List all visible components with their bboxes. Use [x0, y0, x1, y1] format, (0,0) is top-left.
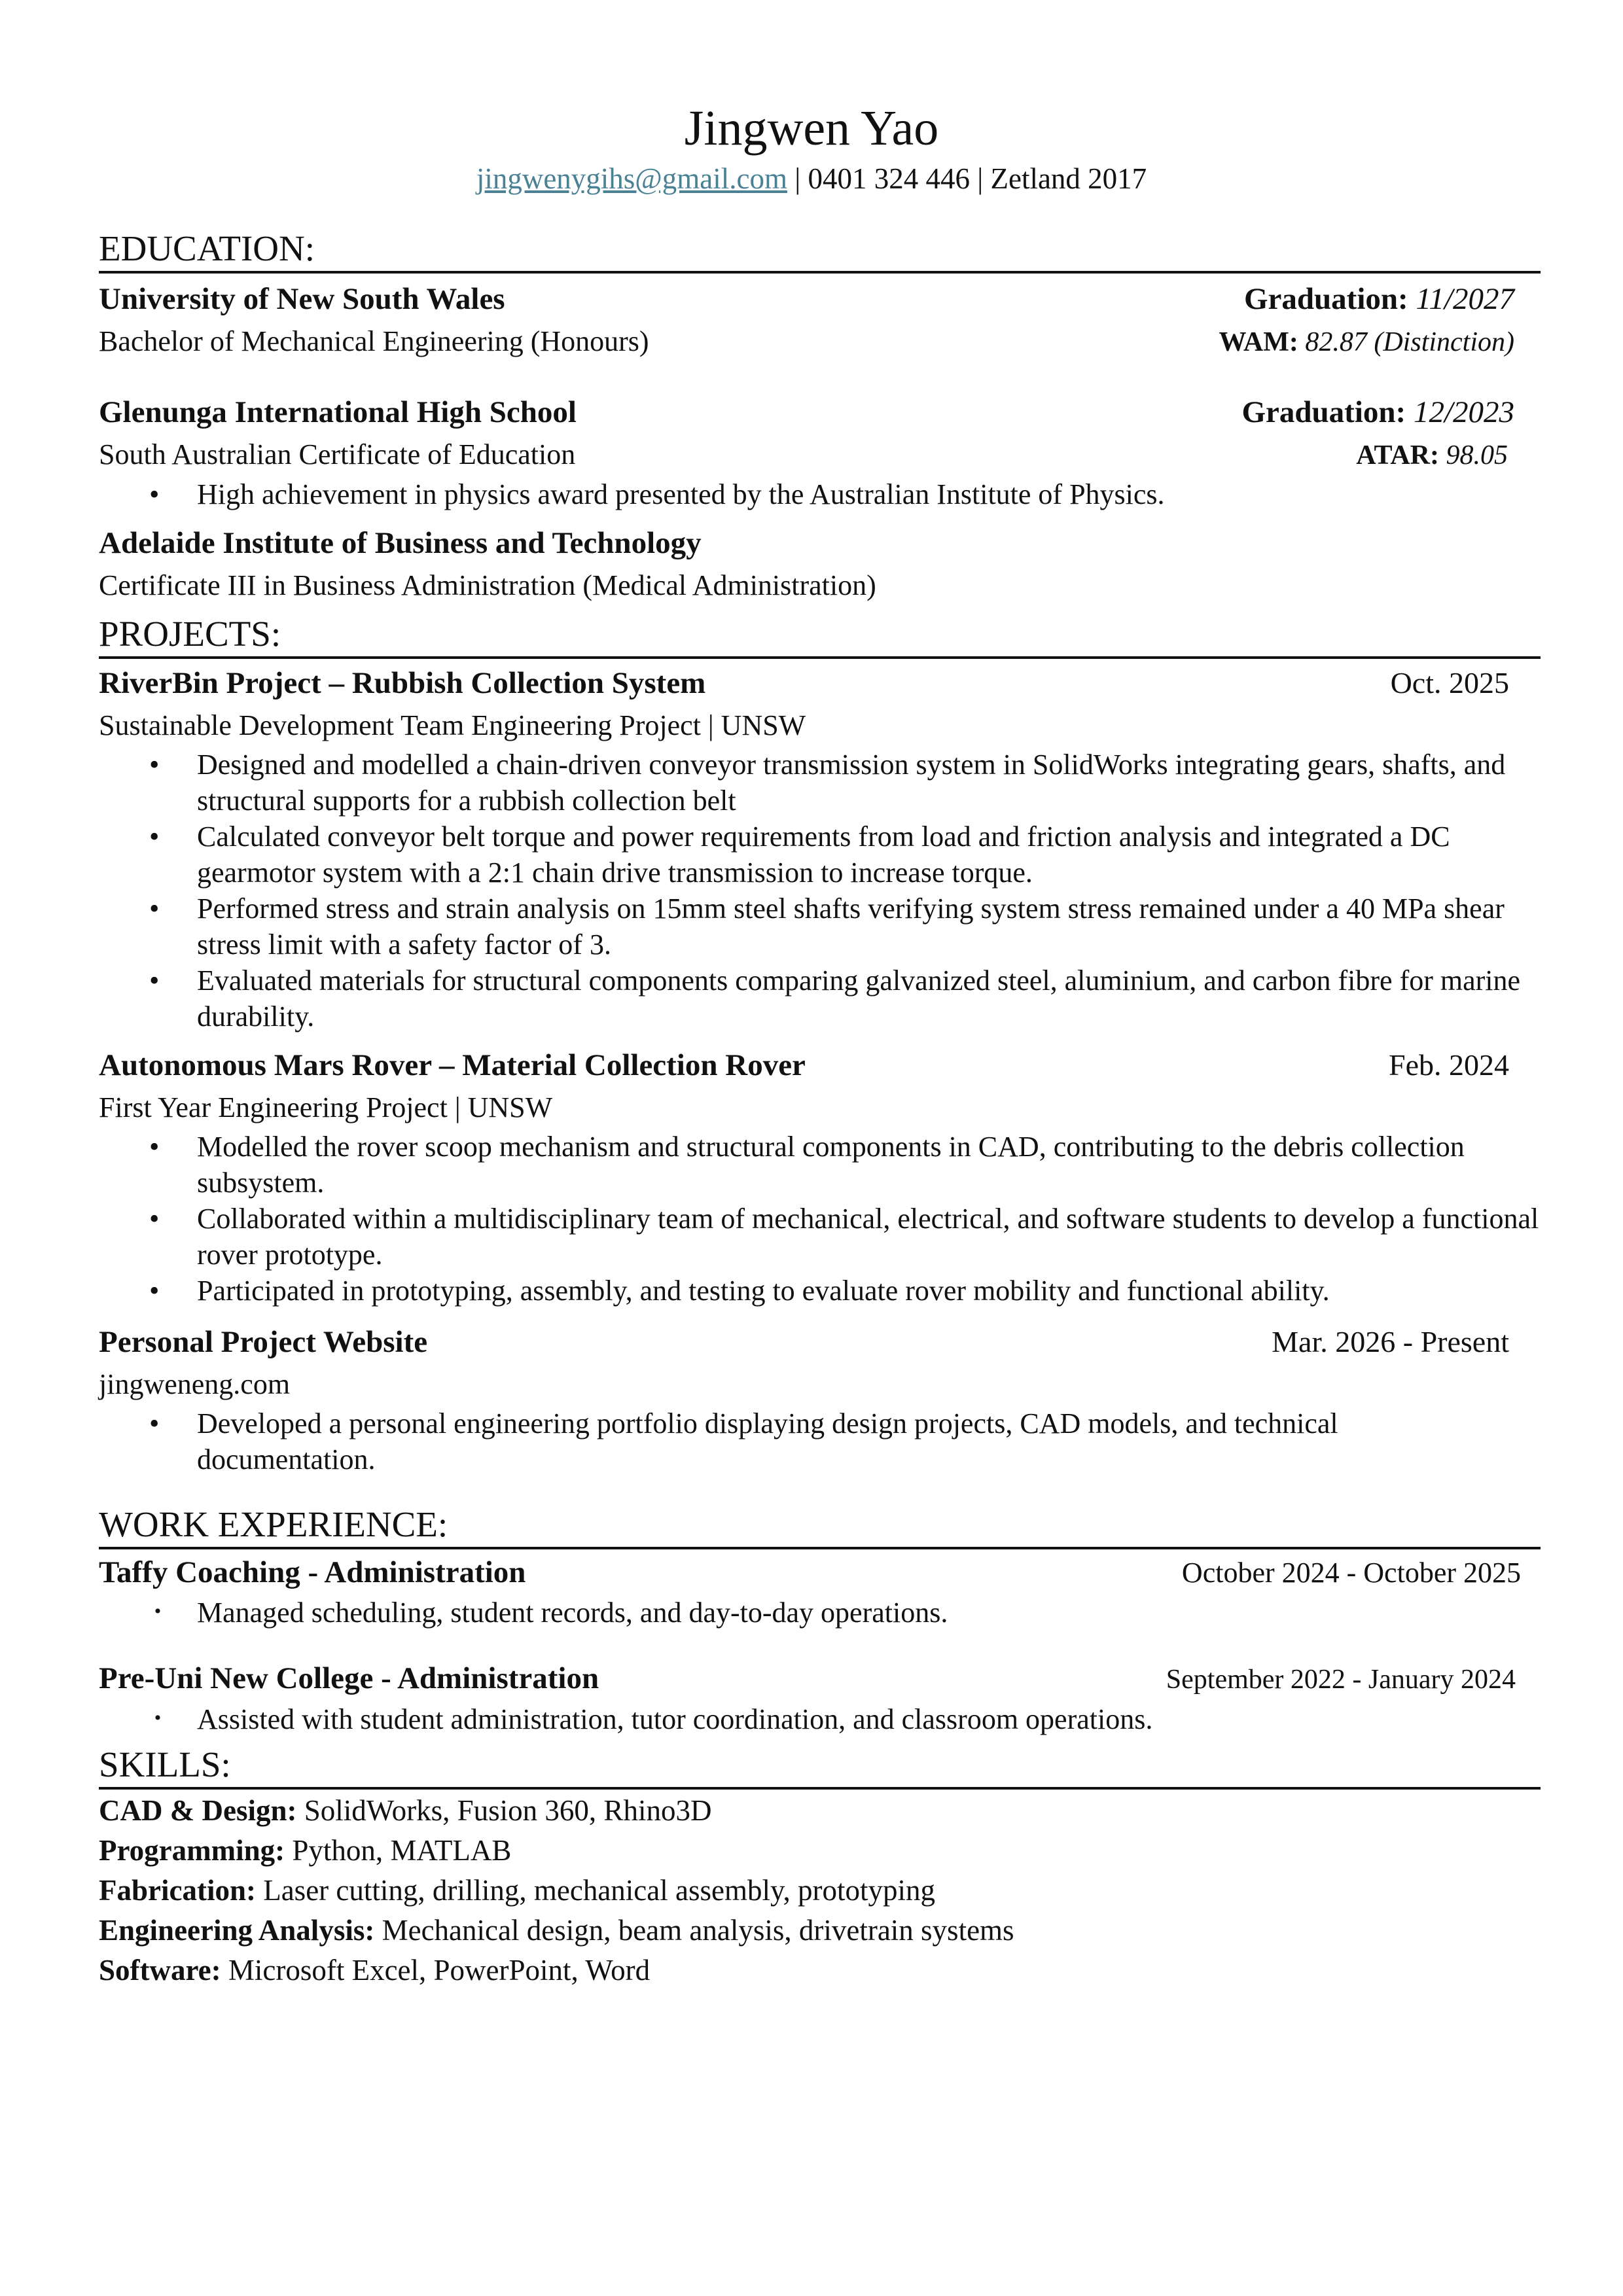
project-date: Mar. 2026 - Present — [1272, 1325, 1509, 1358]
list-item: • Evaluated materials for structural components comparing galvanized steel, aluminium, and carbon fibre for marine durability. — [99, 963, 1541, 1034]
institution-name: Adelaide Institute of Business and Technology — [99, 526, 702, 560]
skill-value: SolidWorks, Fusion 360, Rhino3D — [296, 1794, 712, 1827]
work-role: Taffy Coaching - Administration — [99, 1555, 526, 1589]
skill-value: Python, MATLAB — [285, 1834, 512, 1867]
phone-number: 0401 324 446 — [808, 162, 970, 195]
projects-section — [99, 613, 1541, 1477]
list-item: • Performed stress and strain analysis on 15mm steel shafts verifying system stress remained under a 40 MPa shear stress limit with a safety factor of 3. — [99, 891, 1541, 963]
email-link[interactable]: jingwenygihs@gmail.com — [476, 162, 787, 195]
education-entry — [99, 521, 1541, 607]
project-entry — [99, 662, 1541, 1034]
skills-section — [99, 1744, 1541, 1990]
graduation-date: 11/2027 — [1416, 282, 1514, 316]
work-date: October 2024 - October 2025 — [1181, 1557, 1521, 1589]
contact-separator: | — [787, 162, 808, 195]
institution-name: University of New South Wales — [99, 282, 505, 316]
graduation-label: Graduation: — [1243, 282, 1408, 316]
section-title-projects: PROJECTS: — [99, 614, 281, 654]
list-item: • High achievement in physics award presented by the Australian Institute of Physics. — [99, 476, 1541, 512]
skill-row — [99, 1871, 1541, 1911]
institution-name: Glenunga International High School — [99, 395, 577, 429]
skill-label: Software: — [99, 1954, 221, 1987]
program-name: Bachelor of Mechanical Engineering (Honours) — [99, 325, 649, 357]
contact-line — [0, 160, 1623, 198]
score-label: WAM: — [1219, 327, 1298, 357]
work-section — [99, 1504, 1541, 1737]
work-role: Pre-Uni New College - Administration — [99, 1661, 599, 1695]
skill-label: Fabrication: — [99, 1874, 256, 1907]
graduation-date: 12/2023 — [1413, 395, 1514, 429]
list-item: • Designed and modelled a chain-driven conveyor transmission system in SolidWorks integrating gears, shafts, and structural supports for a rubbish collection belt — [99, 747, 1541, 819]
graduation-label: Graduation: — [1241, 395, 1406, 429]
section-title-education: EDUCATION: — [99, 228, 315, 268]
list-item: • Calculated conveyor belt torque and power requirements from load and friction analysis and integrated a DC gearmotor system with a 2:1 chain drive transmission to increase torque. — [99, 819, 1541, 891]
skill-label: Engineering Analysis: — [99, 1914, 375, 1947]
skill-label: Programming: — [99, 1834, 285, 1867]
project-name: RiverBin Project – Rubbish Collection System — [99, 666, 706, 700]
skill-row — [99, 1951, 1541, 1990]
project-subtitle: First Year Engineering Project | UNSW — [99, 1091, 553, 1123]
contact-separator: | — [969, 162, 991, 195]
section-divider — [99, 1547, 1541, 1549]
program-name: Certificate III in Business Administration (Medical Administration) — [99, 569, 876, 601]
project-name: Personal Project Website — [99, 1325, 428, 1359]
list-item: • Participated in prototyping, assembly, and testing to evaluate rover mobility and functional ability. — [99, 1273, 1541, 1309]
list-item: · Assisted with student administration, tutor coordination, and classroom operations. — [99, 1701, 1541, 1737]
section-divider — [99, 656, 1541, 659]
project-subtitle: Sustainable Development Team Engineering Project | UNSW — [99, 709, 806, 741]
project-entry — [99, 1044, 1541, 1309]
score-label: ATAR: — [1356, 440, 1439, 470]
work-entry — [99, 1551, 1541, 1631]
section-title-work: WORK EXPERIENCE: — [99, 1504, 448, 1544]
list-item: • Collaborated within a multidisciplinary team of mechanical, electrical, and software students to develop a functional rover prototype. — [99, 1201, 1541, 1273]
project-entry — [99, 1320, 1541, 1477]
section-title-skills: SKILLS: — [99, 1744, 231, 1784]
list-item: • Modelled the rover scoop mechanism and structural components in CAD, contributing to the debris collection subsystem. — [99, 1129, 1541, 1201]
skill-label: CAD & Design: — [99, 1794, 297, 1827]
section-divider — [99, 1787, 1541, 1790]
program-name: South Australian Certificate of Education — [99, 438, 576, 470]
project-subtitle: jingweneng.com — [99, 1368, 291, 1400]
resume-content — [99, 228, 1541, 1990]
list-item: · Managed scheduling, student records, and day-to-day operations. — [99, 1595, 1541, 1631]
education-entry — [99, 391, 1541, 512]
location: Zetland 2017 — [990, 162, 1147, 195]
education-entry — [99, 277, 1541, 363]
skill-row — [99, 1911, 1541, 1951]
project-name: Autonomous Mars Rover – Material Collection Rover — [99, 1048, 806, 1082]
candidate-name: Jingwen Yao — [684, 101, 939, 156]
skill-row — [99, 1791, 1541, 1831]
section-divider — [99, 271, 1541, 274]
score-value: 98.05 — [1446, 440, 1508, 470]
skill-row — [99, 1831, 1541, 1871]
education-section — [99, 228, 1541, 607]
skill-value: Microsoft Excel, PowerPoint, Word — [221, 1954, 651, 1987]
skill-value: Mechanical design, beam analysis, drivetrain systems — [374, 1914, 1014, 1947]
resume-header — [0, 97, 1623, 198]
project-date: Oct. 2025 — [1390, 666, 1509, 699]
project-date: Feb. 2024 — [1389, 1048, 1509, 1082]
work-entry — [99, 1657, 1541, 1737]
skill-value: Laser cutting, drilling, mechanical assembly, prototyping — [255, 1874, 936, 1907]
work-date: September 2022 - January 2024 — [1166, 1665, 1516, 1695]
list-item: • Developed a personal engineering portfolio displaying design projects, CAD models, and technical documentation. — [99, 1405, 1436, 1477]
score-value: 82.87 (Distinction) — [1305, 327, 1514, 357]
